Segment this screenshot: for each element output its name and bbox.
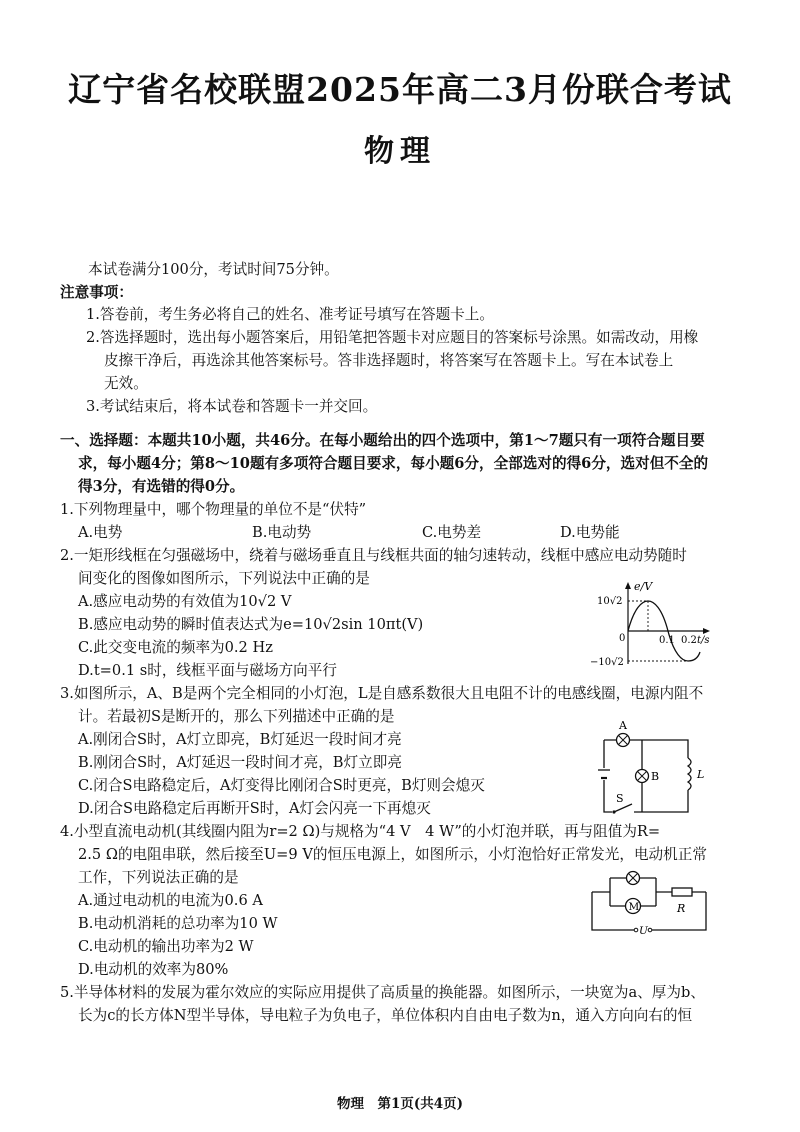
q4-resistor xyxy=(672,888,692,896)
q2-y-top-label: 10√2 xyxy=(597,596,623,607)
q2-x1-label: 0.1 xyxy=(659,635,675,646)
q1-option-c: C.电势差 xyxy=(422,524,482,541)
q5-stem-line-1: 5.半导体材料的发展为霍尔效应的实际应用提供了高质量的换能器。如图所示，一块宽为a、厚为b、 xyxy=(60,984,705,1001)
q1-option-b: B.电动势 xyxy=(252,524,312,541)
exam-title: 辽宁省名校联盟2025年高二3月份联合考试 xyxy=(68,70,732,109)
q4-stem-line-3: 工作，下列说法正确的是 xyxy=(78,869,239,886)
q4-stem-line-1: 4.小型直流电动机(其线圈内阻为r=2 Ω)与规格为“4 V 4 W”的小灯泡并联，再与阻值为R= xyxy=(60,823,661,840)
intro-text: 本试卷满分100分，考试时间75分钟。 xyxy=(88,261,339,278)
q2-option-d: D.t=0.1 s时，线框平面与磁场方向平行 xyxy=(78,662,337,679)
section1-line-3: 得3分，有选错的得0分。 xyxy=(78,478,245,495)
q2-x-unit-label: t/s xyxy=(697,635,710,646)
q4-label-m: M xyxy=(628,901,640,913)
q3-circuit-diagram xyxy=(598,716,710,816)
q4-option-c: C.电动机的输出功率为2 W xyxy=(78,938,254,955)
q1-option-a: A.电势 xyxy=(78,524,123,541)
q2-y-bottom-label: −10√2 xyxy=(590,657,624,668)
q3-option-a: A.刚闭合S时，A灯立即亮，B灯延迟一段时间才亮 xyxy=(78,731,402,748)
note-3: 3.考试结束后，将本试卷和答题卡一并交回。 xyxy=(86,398,378,415)
q3-option-c: C.闭合S电路稳定后，A灯变得比刚闭合S时更亮，B灯则会熄灭 xyxy=(78,777,485,794)
q2-y-label: e/V xyxy=(634,580,653,593)
q1-option-d: D.电势能 xyxy=(560,524,620,541)
q2-option-b: B.感应电动势的瞬时值表达式为e=10√2sin 10πt(V) xyxy=(78,616,424,633)
q3-stem-line-2: 计。若最初S是断开的，那么下列描述中正确的是 xyxy=(78,708,395,725)
subject-title: 物理 xyxy=(364,134,436,169)
q4-stem-line-2: 2.5 Ω的电阻串联，然后接至U=9 V的恒压电源上，如图所示，小灯泡恰好正常发光，电动机正常 xyxy=(78,846,707,863)
q4-circuit-diagram xyxy=(588,868,714,940)
note-2-line-2: 皮擦干净后，再选涂其他答案标号。答非选择题时，将答案写在答题卡上。写在本试卷上 xyxy=(104,352,674,369)
q2-stem-line-2: 间变化的图像如图所示，下列说法中正确的是 xyxy=(78,570,370,587)
section1-line-1: 一、选择题：本题共10小题，共46分。在每小题给出的四个选项中，第1～7题只有一项符合题目要 xyxy=(60,432,705,449)
q2-option-a: A.感应电动势的有效值为10√2 V xyxy=(78,593,292,610)
q1-stem: 1.下列物理量中，哪个物理量的单位不是“伏特” xyxy=(60,501,367,518)
q3-option-b: B.刚闭合S时，A灯延迟一段时间才亮，B灯立即亮 xyxy=(78,754,402,771)
q4-option-b: B.电动机消耗的总功率为10 W xyxy=(78,915,278,932)
q3-option-d: D.闭合S电路稳定后再断开S时，A灯会闪亮一下再熄灭 xyxy=(78,800,431,817)
q2-emf-graph xyxy=(588,578,712,670)
q5-stem-line-2: 长为c的长方体N型半导体，导电粒子为负电子，单位体积内自由电子数为n，通入方向向右的恒 xyxy=(78,1007,693,1024)
q3-label-l: L xyxy=(697,768,705,781)
section1-line-2: 求，每小题4分；第8～10题有多项符合题目要求，每小题6分，全部选对的得6分，选对但不全的 xyxy=(78,455,709,472)
q2-option-c: C.此交变电流的频率为0.2 Hz xyxy=(78,639,273,656)
q3-label-s: S xyxy=(616,792,624,805)
q3-stem-line-1: 3.如图所示，A、B是两个完全相同的小灯泡，L是自感系数很大且电阻不计的电感线圈，电源内阻不 xyxy=(60,685,704,702)
note-1: 1.答卷前，考生务必将自己的姓名、准考证号填写在答题卡上。 xyxy=(86,306,494,323)
q2-origin-label: 0 xyxy=(619,633,626,644)
note-2-line-1: 2.答选择题时，选出每小题答案后，用铅笔把答题卡对应题目的答案标号涂黑。如需改动，用橡 xyxy=(86,329,699,346)
q4-option-a: A.通过电动机的电流为0.6 A xyxy=(78,892,263,909)
q2-x-arrow xyxy=(703,628,710,634)
q4-label-u: U xyxy=(639,925,648,937)
q2-x2-label: 0.2 xyxy=(681,635,697,646)
q2-stem-line-1: 2.一矩形线框在匀强磁场中，绕着与磁场垂直且与线框共面的轴匀速转动，线框中感应电动势随时 xyxy=(60,547,687,564)
q3-label-b: B xyxy=(651,770,660,783)
q4-option-d: D.电动机的效率为80% xyxy=(78,961,229,978)
note-2-line-3: 无效。 xyxy=(104,375,148,392)
q3-label-a: A xyxy=(619,719,627,732)
notes-heading: 注意事项： xyxy=(60,284,133,301)
q4-label-r: R xyxy=(677,902,686,915)
q2-y-arrow xyxy=(625,582,631,589)
page-footer: 物理 第1页(共4页) xyxy=(336,1096,464,1112)
